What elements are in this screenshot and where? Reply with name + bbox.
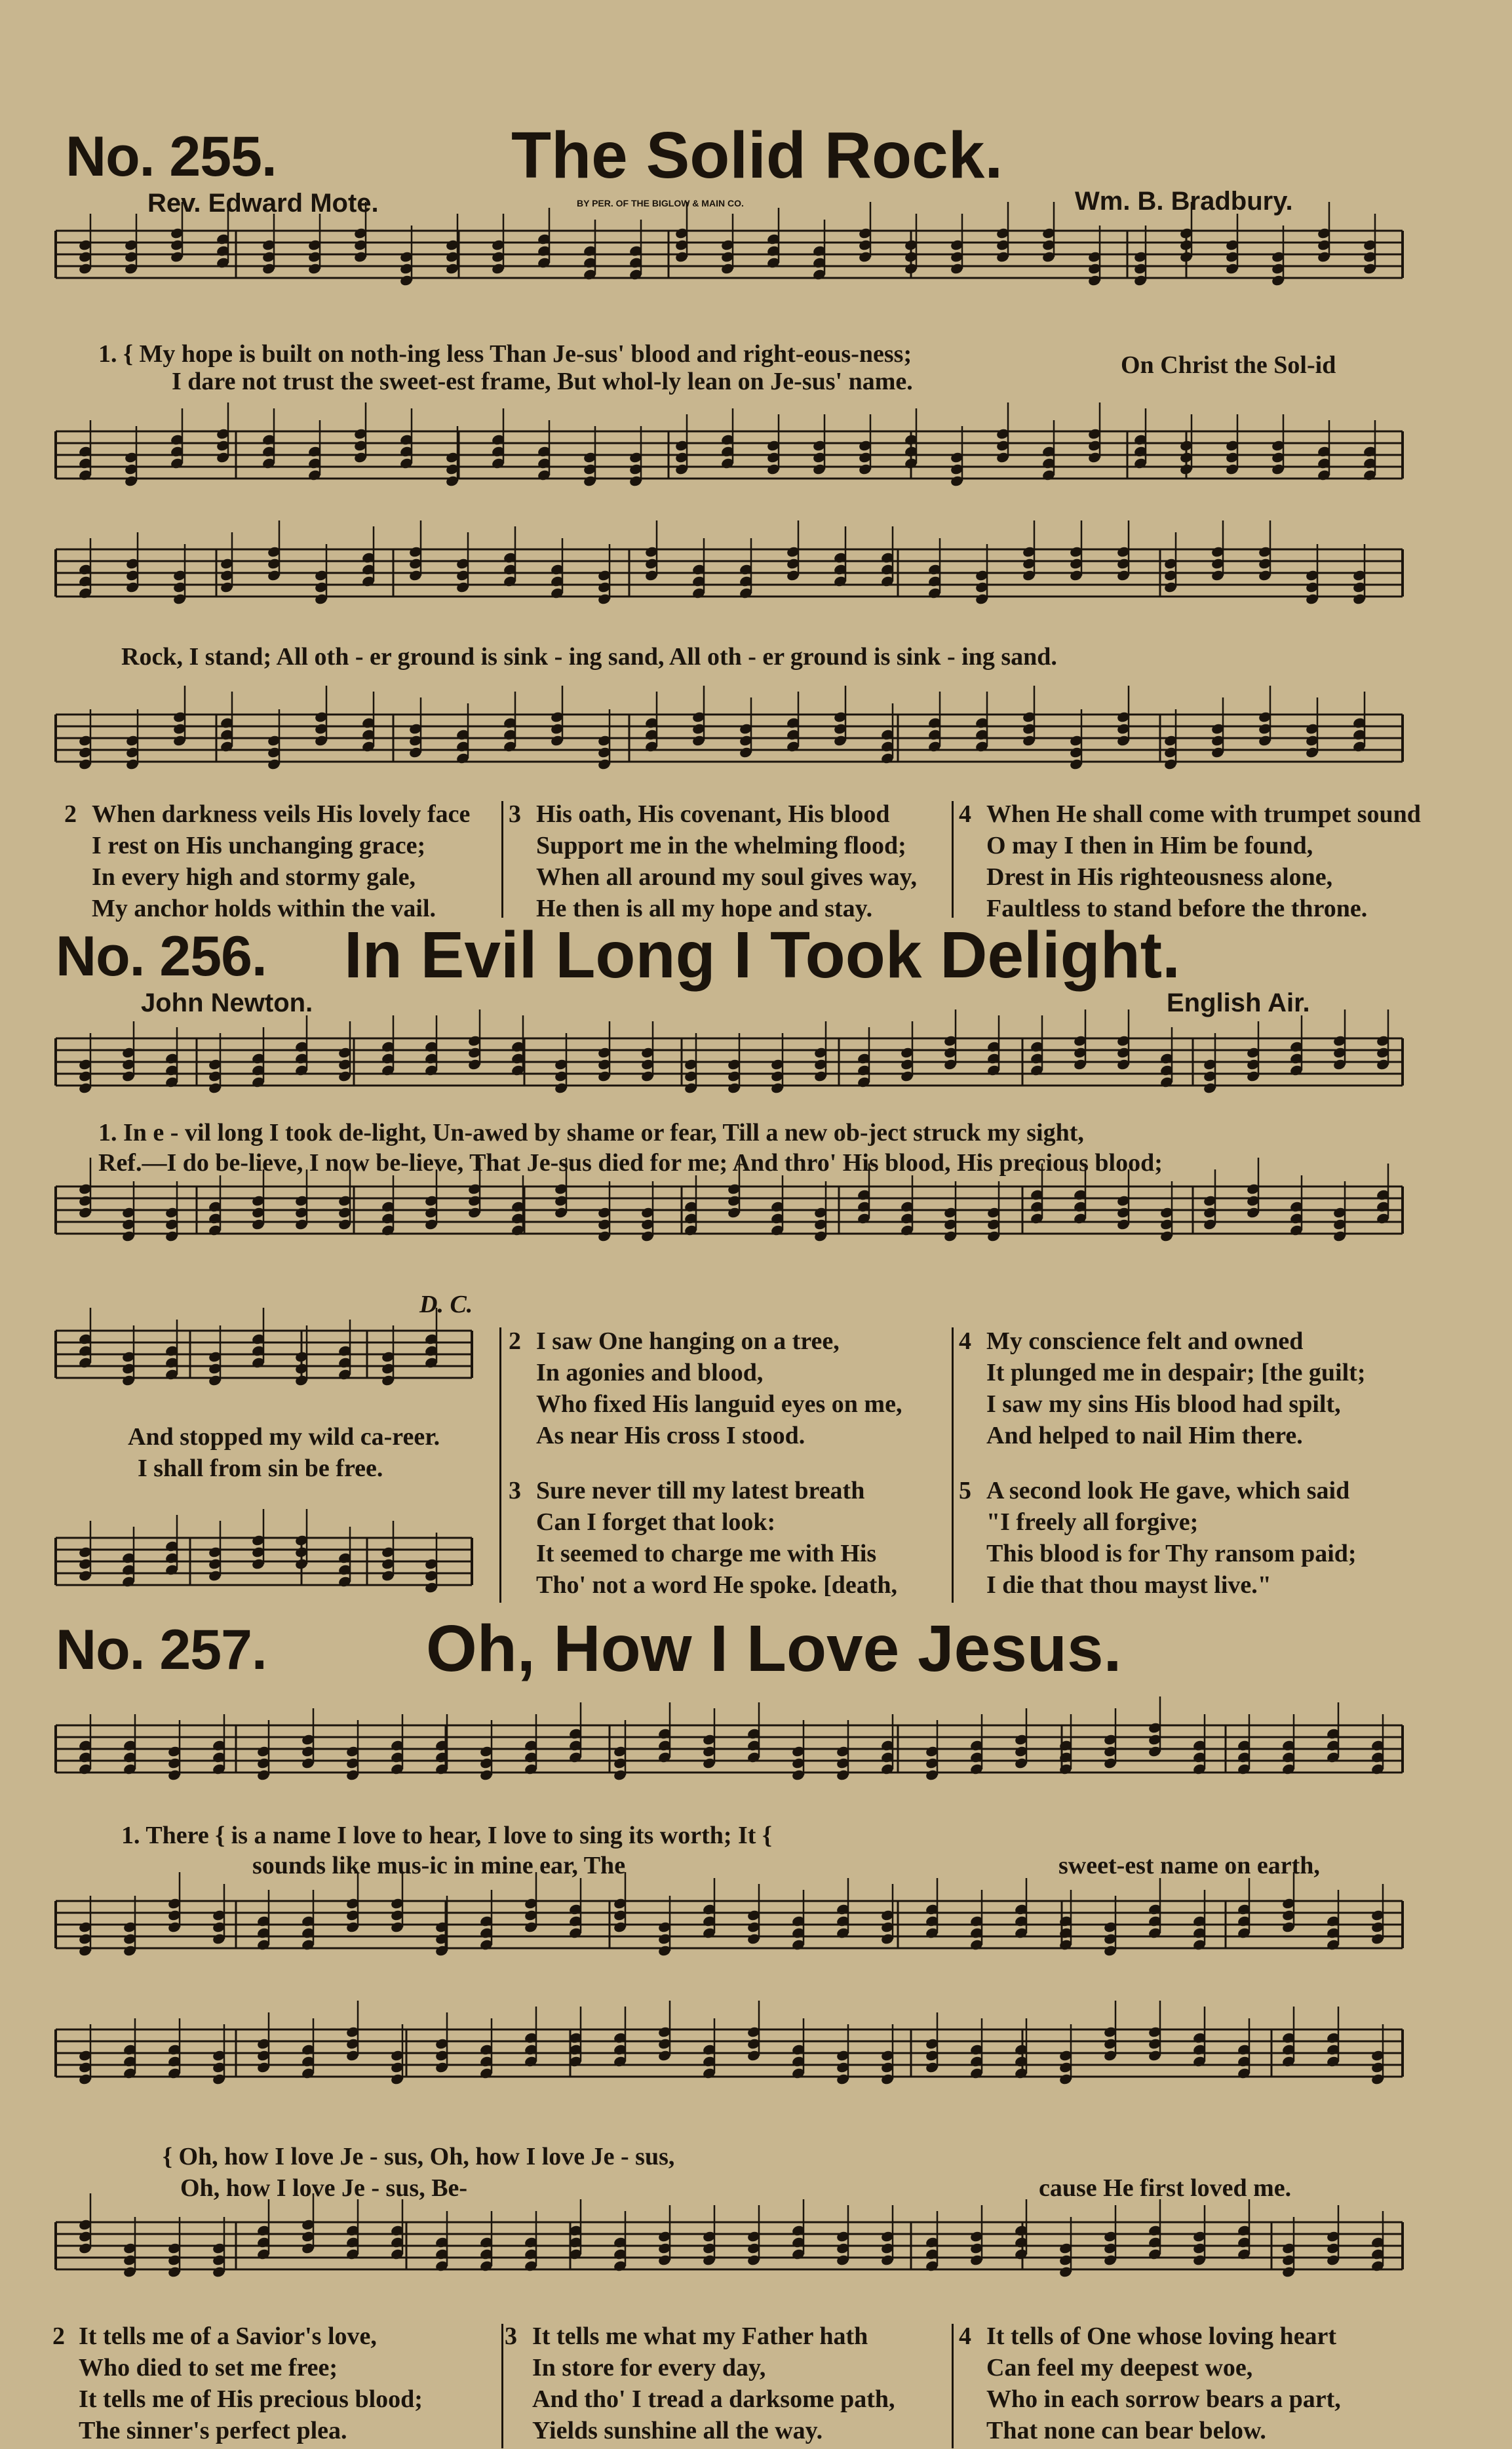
verse-number: 4 xyxy=(959,800,971,828)
verse-number: 4 xyxy=(959,1327,971,1355)
hymn-257-verse-3 xyxy=(505,2321,895,2446)
verse-line: Can feel my deepest woe, xyxy=(986,2354,1253,2381)
hymn-256-title: In Evil Long I Took Delight. xyxy=(344,918,1180,992)
verse-line: Faultless to stand before the throne. xyxy=(986,895,1368,922)
verse-line: Yields sunshine all the way. xyxy=(532,2417,823,2444)
verse-line: His oath, His covenant, His blood xyxy=(536,800,890,828)
verse-line: It seemed to charge me with His xyxy=(536,1540,877,1567)
hymn-257-chorus-line1: { Oh, how I love Je - sus, Oh, how I love Je - sus, xyxy=(163,2143,675,2170)
verse-line: And tho' I tread a darksome path, xyxy=(532,2385,895,2413)
verse-line: When darkness veils His lovely face xyxy=(92,800,471,828)
verse-line: He then is all my hope and stay. xyxy=(536,895,873,922)
verse-line: Who fixed His languid eyes on me, xyxy=(536,1390,902,1418)
hymn-255-title: The Solid Rock. xyxy=(511,119,1003,192)
verse-line: The sinner's perfect plea. xyxy=(79,2417,347,2444)
hymn-257-lyric-line2: sounds like mus-ic in mine ear, The xyxy=(252,1852,626,1879)
verse-line: Who died to set me free; xyxy=(79,2354,338,2381)
verse-number: 5 xyxy=(959,1477,971,1504)
verse-divider xyxy=(952,801,954,918)
hymn-257-verse-4 xyxy=(959,2321,1341,2446)
verse-line: It tells me of His precious blood; xyxy=(79,2385,423,2413)
verse-line: As near His cross I stood. xyxy=(536,1422,805,1449)
verse-line: A second look He gave, which said xyxy=(986,1477,1350,1504)
hymn-256-lyric-line1: 1. In e - vil long I took de-light, Un-awed by shame or fear, Till a new ob-ject struck my sight, xyxy=(98,1119,1084,1146)
hymn-255-verse-4 xyxy=(959,798,1421,924)
verse-line: I saw One hanging on a tree, xyxy=(536,1327,840,1355)
verse-line: Tho' not a word He spoke. [death, xyxy=(536,1571,898,1599)
hymn-257-chorus-line2: Oh, how I love Je - sus, Be- xyxy=(180,2174,468,2202)
hymn-256-verse-4 xyxy=(959,1325,1366,1451)
verse-line: My anchor holds within the vail. xyxy=(92,895,436,922)
hymn-257-title: Oh, How I Love Jesus. xyxy=(426,1612,1122,1685)
hymn-256-verse-3 xyxy=(509,1475,898,1601)
hymn-255-verse-3 xyxy=(509,798,918,924)
verse-number: 2 xyxy=(509,1327,521,1355)
hymn-257-verse-2 xyxy=(52,2321,423,2446)
verse-line: In store for every day, xyxy=(532,2354,766,2381)
verse-line: In every high and stormy gale, xyxy=(92,863,416,891)
hymn-255-permission: BY PER. OF THE BIGLOW & MAIN CO. xyxy=(577,198,744,208)
verse-line: Sure never till my latest breath xyxy=(536,1477,865,1504)
hymn-257-lyric-line2-tail: sweet-est name on earth, xyxy=(1058,1852,1320,1879)
verse-number: 3 xyxy=(509,1477,521,1504)
hymn-255-author: Rev. Edward Mote. xyxy=(147,189,379,218)
verse-line: My conscience felt and owned xyxy=(986,1327,1304,1355)
hymn-255-lyric-line3: Rock, I stand; All oth - er ground is sink - ing sand, All oth - er ground is sink - ing sand. xyxy=(121,643,1057,671)
verse-number: 4 xyxy=(959,2322,971,2350)
hymn-257-lyric-line1: 1. There { is a name I love to hear, I love to sing its worth; It { xyxy=(121,1822,772,1849)
hymn-257-number: No. 257. xyxy=(56,1618,267,1681)
verse-line: It plunged me in despair; [the guilt; xyxy=(986,1359,1366,1386)
verse-divider xyxy=(501,2324,503,2448)
hymn-256-number: No. 256. xyxy=(56,925,267,988)
verse-line: When He shall come with trumpet sound xyxy=(986,800,1421,828)
hymn-256-composer: English Air. xyxy=(1167,989,1310,1017)
verse-line: Who in each sorrow bears a part, xyxy=(986,2385,1341,2413)
hymn-255-verse-2 xyxy=(64,798,471,924)
verse-line: That none can bear below. xyxy=(986,2417,1266,2444)
verse-line: I die that thou mayst live." xyxy=(986,1571,1271,1599)
hymn-255-composer: Wm. B. Bradbury. xyxy=(1075,187,1293,216)
verse-line: "I freely all forgive; xyxy=(986,1508,1199,1536)
hymn-256-lyric-line2: Ref.—I do be-lieve, I now be-lieve, That Je-sus died for me; And thro' His blood, His precious blood; xyxy=(98,1149,1163,1177)
hymn-256-dc: D. C. xyxy=(419,1291,473,1318)
hymn-256-author: John Newton. xyxy=(141,989,313,1017)
verse-line: In agonies and blood, xyxy=(536,1359,764,1386)
hymn-256-tail-line2: I shall from sin be free. xyxy=(138,1455,383,1482)
verse-line: It tells me what my Father hath xyxy=(532,2322,868,2350)
hymn-255-lyric-line1: 1. { My hope is built on noth-ing less Than Je-sus' blood and right-eous-ness; xyxy=(98,340,912,368)
hymn-256-verse-5 xyxy=(959,1475,1357,1601)
verse-divider xyxy=(952,2324,954,2448)
verse-number: 2 xyxy=(52,2322,65,2350)
verse-line: Support me in the whelming flood; xyxy=(536,832,906,859)
hymn-255-refrain-tail: On Christ the Sol-id xyxy=(1121,351,1336,379)
hymn-255-lyric-line2: I dare not trust the sweet-est frame, But whol-ly lean on Je-sus' name. xyxy=(172,368,913,395)
verse-divider xyxy=(499,1327,501,1603)
verse-number: 3 xyxy=(505,2322,517,2350)
verse-line: And helped to nail Him there. xyxy=(986,1422,1303,1449)
verse-line: It tells of One whose loving heart xyxy=(986,2322,1337,2350)
hymn-256-verse-2 xyxy=(509,1325,902,1451)
verse-number: 2 xyxy=(64,800,77,828)
verse-line: It tells me of a Savior's love, xyxy=(79,2322,377,2350)
verse-line: I rest on His unchanging grace; xyxy=(92,832,426,859)
verse-line: O may I then in Him be found, xyxy=(986,832,1313,859)
verse-line: When all around my soul gives way, xyxy=(536,863,918,891)
hymn-256-tail-line1: And stopped my wild ca-reer. xyxy=(128,1423,440,1451)
verse-divider xyxy=(501,801,503,918)
verse-line: I saw my sins His blood had spilt, xyxy=(986,1390,1341,1418)
verse-divider xyxy=(952,1327,954,1603)
verse-number: 3 xyxy=(509,800,521,828)
verse-line: Can I forget that look: xyxy=(536,1508,776,1536)
hymn-255-number: No. 255. xyxy=(66,125,277,188)
verse-line: Drest in His righteousness alone, xyxy=(986,863,1333,891)
hymn-257-chorus-tail: cause He first loved me. xyxy=(1039,2174,1292,2202)
verse-line: This blood is for Thy ransom paid; xyxy=(986,1540,1357,1567)
